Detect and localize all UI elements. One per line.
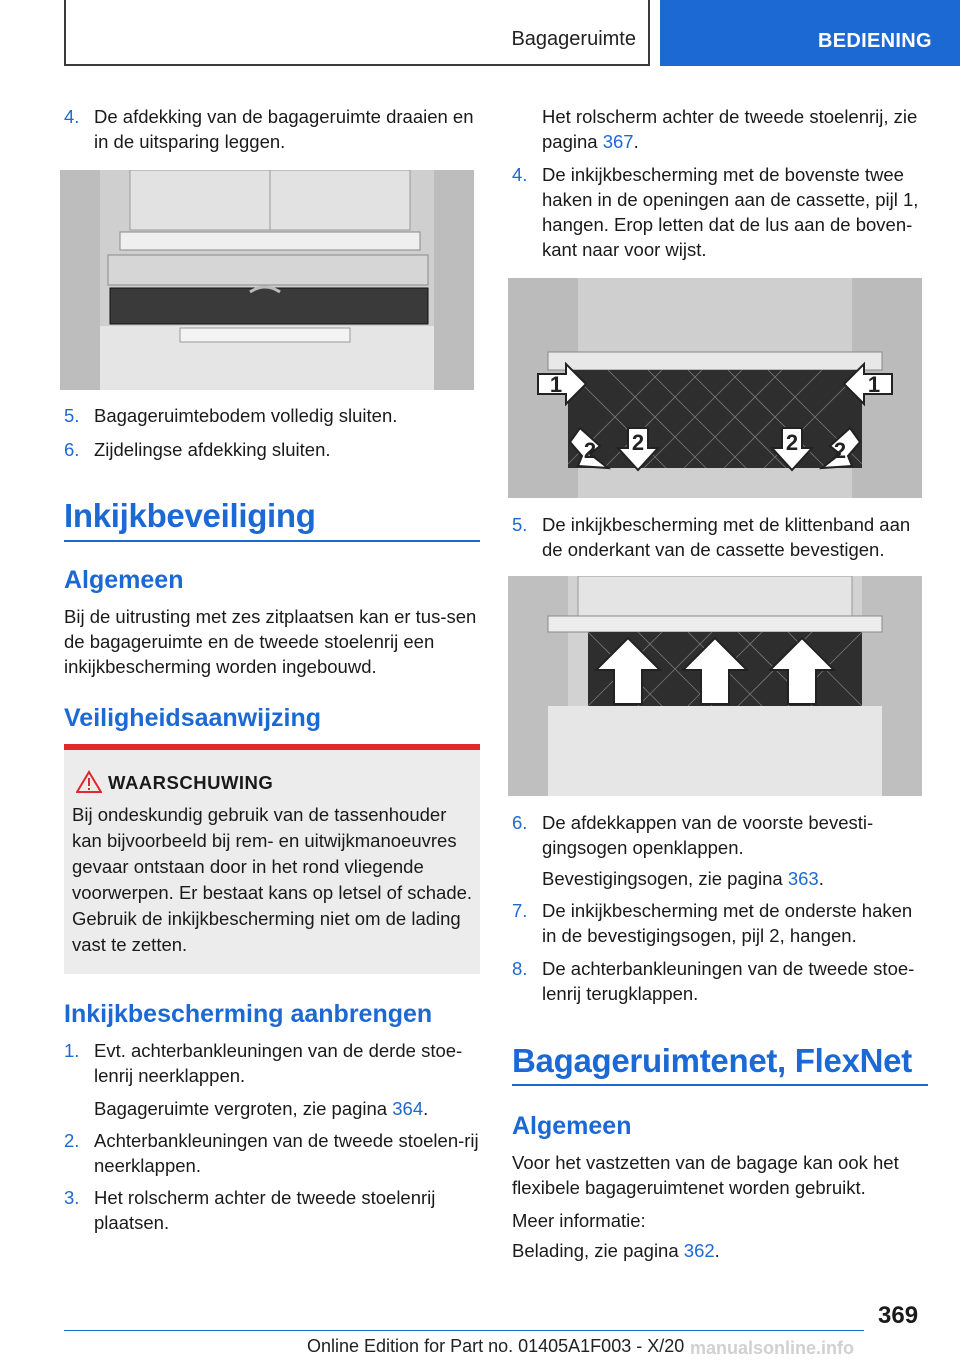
- arrow-label-2-b: 2: [785, 430, 799, 455]
- step-number: 2.: [64, 1130, 80, 1151]
- step-text: De inkijkbescherming met de bovenste twee haken in de openingen aan de cassette, pijl 1, hangen. Erop letten dat de lus aan de boven‐kant naar voor wijst.: [542, 164, 919, 260]
- step-number: 1.: [64, 1040, 80, 1061]
- heading-bagageruimtenet: Bagageruimtenet, FlexNet: [512, 1042, 912, 1079]
- step-6-reference: [542, 866, 930, 891]
- warning-title: WAARSCHUWING: [108, 772, 274, 793]
- heading-algemeen-right: Algemeen: [512, 1112, 632, 1140]
- reference-end: .: [423, 1098, 429, 1119]
- step-text: De achterbankleuningen van de tweede stoe‐lenrij terugklappen.: [542, 958, 915, 1004]
- step-text: De afdekking van de bagageruimte draaien en in de uitsparing leggen.: [94, 106, 474, 152]
- belading-reference: [512, 1238, 928, 1263]
- reference-text: Belading, zie pagina: [512, 1240, 684, 1261]
- arrow-label-2-d: 2: [833, 438, 847, 463]
- step-3-reference: [542, 104, 930, 154]
- page-link[interactable]: 364: [392, 1098, 424, 1119]
- page-link[interactable]: 362: [683, 1240, 715, 1261]
- footer-edition: Online Edition for Part no. 01405A1F003 - X/20: [307, 1336, 685, 1356]
- page-link[interactable]: 367: [602, 131, 634, 152]
- heading-algemeen: Algemeen: [64, 566, 184, 594]
- chapter-title: BEDIENING: [818, 30, 932, 52]
- header-section-box: [64, 0, 650, 66]
- step-text: De inkijkbescherming met de klittenband aan de onderkant van de cassette bevestigen.: [542, 514, 911, 560]
- heading-rule: [64, 540, 480, 542]
- section-title: Bagageruimte: [511, 28, 636, 50]
- net-velcro-illustration: [508, 576, 922, 796]
- heading-rule: [512, 1084, 928, 1086]
- reference-text: Bagageruimte vergroten, zie pagina: [94, 1098, 393, 1119]
- step-text: Zijdelingse afdekking sluiten.: [94, 439, 331, 460]
- step-number: 3.: [64, 1187, 80, 1208]
- step-number: 8.: [512, 958, 528, 979]
- arrow-label-1-right: 1: [867, 372, 881, 397]
- reference-text: Bevestigingsogen, zie pagina: [542, 868, 788, 889]
- watermark: manualsonline.info: [690, 1338, 855, 1358]
- reference-text: Het rolscherm achter de tweede stoelenrij, zie pagina: [542, 106, 918, 152]
- warning-box: [64, 744, 480, 974]
- step-text: Bagageruimtebodem volledig sluiten.: [94, 405, 398, 426]
- meer-informatie: Meer informatie:: [512, 1210, 646, 1231]
- algemeen-paragraph: Bij de uitrusting met zes zitplaatsen kan er tus‐sen de bagageruimte en de tweede stoelenrij een inkijkbescherming worden ingebouwd.: [64, 606, 477, 677]
- reference-end: .: [818, 868, 824, 889]
- arrow-label-1-left: 1: [549, 372, 563, 397]
- reference-end: .: [633, 131, 639, 152]
- chapter-tab[interactable]: [660, 0, 960, 66]
- page-link[interactable]: 363: [787, 868, 819, 889]
- step-number: 5.: [64, 405, 80, 426]
- reference-end: .: [714, 1240, 720, 1261]
- step-text: Het rolscherm achter de tweede stoelenrij plaatsen.: [94, 1187, 436, 1233]
- net-hooks-illustration: [508, 278, 922, 498]
- warning-triangle-icon: [76, 770, 102, 794]
- step-text: De inkijkbescherming met de onderste haken in de bevestigingsogen, pijl 2, hangen.: [542, 900, 913, 946]
- page-number: 369: [878, 1302, 919, 1329]
- footer-rule: [64, 1330, 864, 1331]
- step-text: De afdekkappen van de voorste bevesti‐gingsogen openklappen.: [542, 812, 874, 858]
- arrow-label-2-a: 2: [631, 430, 645, 455]
- step-number: 6.: [64, 439, 80, 460]
- arrow-label-2-c: 2: [583, 438, 597, 463]
- heading-aanbrengen: Inkijkbescherming aanbrengen: [64, 1000, 433, 1028]
- step-number: 4.: [512, 164, 528, 185]
- step-text: Achterbankleuningen van de tweede stoelen‐rij neerklappen.: [94, 1130, 479, 1176]
- step-number: 5.: [512, 514, 528, 535]
- warning-bar: [64, 744, 480, 750]
- warning-text: Bij ondeskundig gebruik van de tassenhouder kan bijvoorbeeld bij rem- en uitwijkmanoeuvres gevaar ontstaan door in het rond vliegende voorwerpen. Er bestaat kans op letsel of schade. Gebruik de inkijkbescherming niet om de lading vast te zetten.: [72, 804, 473, 955]
- heading-inkijkbeveiliging: Inkijkbeveiliging: [64, 497, 316, 534]
- step-1-reference: [94, 1096, 482, 1121]
- trunk-cover-illustration: [60, 170, 474, 390]
- step-number: 6.: [512, 812, 528, 833]
- heading-veiligheidsaanwijzing: Veiligheidsaanwijzing: [64, 704, 322, 732]
- algemeen-paragraph-right: Voor het vastzetten van de bagage kan ook het flexibele bagageruimtenet worden gebruikt.: [512, 1152, 899, 1198]
- step-text: Evt. achterbankleuningen van de derde stoe‐lenrij neerklappen.: [94, 1040, 463, 1086]
- step-number: 7.: [512, 900, 528, 921]
- step-number: 4.: [64, 106, 80, 127]
